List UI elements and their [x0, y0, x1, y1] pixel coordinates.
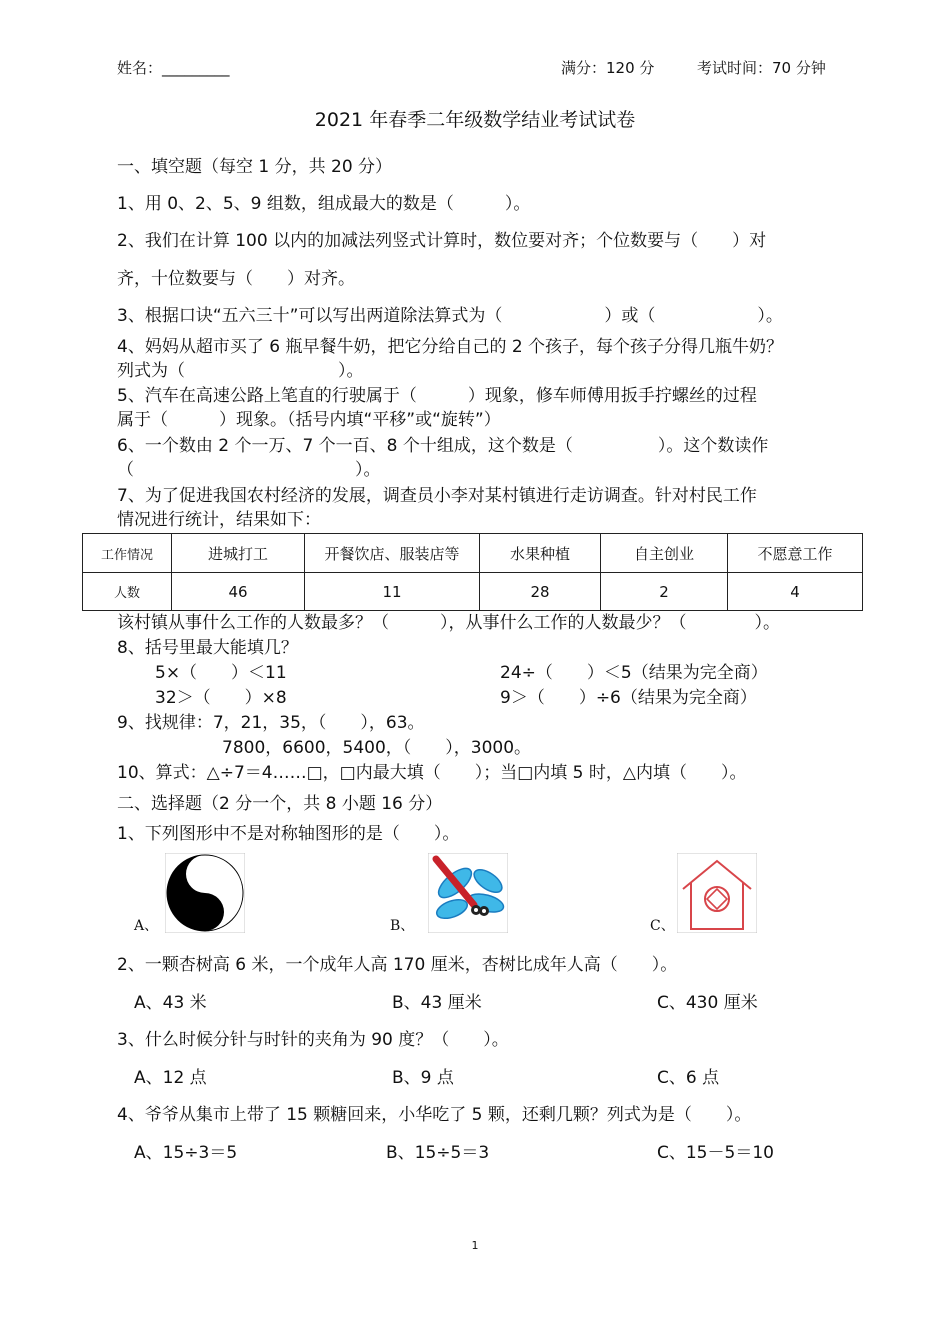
house-icon — [677, 853, 757, 933]
question-1-2-line2: 齐，十位数要与（ ）对齐。 — [117, 269, 355, 289]
question-2-3-option-c: C、6 点 — [657, 1068, 720, 1088]
question-2-4-option-c: C、15－5＝10 — [657, 1143, 774, 1163]
table-header-cell: 水果种植 — [480, 534, 601, 573]
survey-table — [82, 533, 863, 611]
question-1-4-line1: 4、妈妈从超市买了 6 瓶早餐牛奶，把它分给自己的 2 个孩子，每个孩子分得几瓶牛奶？ — [117, 337, 784, 357]
table-header-cell: 开餐饮店、服装店等 — [305, 534, 480, 573]
question-1-9-line2: 7800，6600，5400，（ ），3000。 — [222, 738, 532, 758]
table-cell: 28 — [480, 573, 601, 611]
question-1-8-item1: 5×（ ）＜11 — [155, 663, 287, 683]
question-2-4-option-b: B、15÷5＝3 — [386, 1143, 490, 1163]
table-cell: 人数 — [83, 573, 172, 611]
question-1-2-line1: 2、我们在计算 100 以内的加减法列竖式计算时，数位要对齐；个位数要与（ ）对 — [117, 231, 767, 251]
option-a-label: A、 — [134, 918, 159, 934]
option-b-label: B、 — [390, 918, 415, 934]
question-1-10: 10、算式：△÷7＝4……□，□内最大填（ ）；当□内填 5 时，△内填（ ）。 — [117, 763, 747, 783]
table-header-cell: 进城打工 — [172, 534, 305, 573]
question-1-4-line2: 列式为（ ）。 — [117, 361, 364, 381]
full-score: 满分：120 分 — [561, 59, 655, 77]
question-2-2: 2、一颗杏树高 6 米，一个成年人高 170 厘米，杏树比成年人高（ ）。 — [117, 955, 678, 975]
question-2-4: 4、爷爷从集市上带了 15 颗糖回来，小华吃了 5 颗，还剩几颗？列式为是（ ）。 — [117, 1105, 752, 1125]
option-c-label: C、 — [650, 918, 675, 934]
question-2-2-option-b: B、43 厘米 — [392, 993, 482, 1013]
question-1-6-line1: 6、一个数由 2 个一万、7 个一百、8 个十组成，这个数是（ ）。这个数读作 — [117, 436, 769, 456]
question-1-5-line2: 属于（ ）现象。（括号内填“平移”或“旋转”） — [117, 410, 501, 430]
name-field: 姓名：_________ — [117, 59, 230, 77]
question-1-8-item2: 24÷（ ）＜5（结果为完全商） — [500, 663, 768, 683]
table-cell: 11 — [305, 573, 480, 611]
question-1-7-line3: 该村镇从事什么工作的人数最多？（ ），从事什么工作的人数最少？（ ）。 — [117, 613, 780, 633]
table-header-cell: 自主创业 — [601, 534, 728, 573]
question-2-4-option-a: A、15÷3＝5 — [134, 1143, 238, 1163]
exam-time: 考试时间：70 分钟 — [697, 59, 826, 77]
question-2-2-option-a: A、43 米 — [134, 993, 207, 1013]
question-1-3: 3、根据口诀“五六三十”可以写出两道除法算式为（ ）或（ ）。 — [117, 306, 783, 326]
question-1-8-item3: 32＞（ ）×8 — [155, 688, 287, 708]
question-1-9-line1: 9、找规律：7，21，35，（ ），63。 — [117, 713, 425, 733]
question-2-3-option-a: A、12 点 — [134, 1068, 207, 1088]
table-cell: 4 — [728, 573, 863, 611]
question-2-3-option-b: B、9 点 — [392, 1068, 454, 1088]
question-2-1: 1、下列图形中不是对称轴图形的是（ ）。 — [117, 824, 460, 844]
section1-heading: 一、填空题（每空 1 分，共 20 分） — [117, 157, 393, 177]
page-number: 1 — [471, 1239, 479, 1252]
table-header-cell: 工作情况 — [83, 534, 172, 573]
section2-heading: 二、选择题（2 分一个，共 8 小题 16 分） — [117, 794, 443, 814]
dragonfly-icon — [428, 853, 508, 933]
table-header-row — [83, 534, 863, 573]
question-1-8: 8、括号里最大能填几？ — [117, 638, 298, 658]
page-title: 2021 年春季二年级数学结业考试试卷 — [314, 109, 636, 131]
table-header-cell: 不愿意工作 — [728, 534, 863, 573]
yin-yang-icon — [165, 853, 245, 933]
table-cell: 46 — [172, 573, 305, 611]
question-1-1: 1、用 0、2、5、9 组数，组成最大的数是（ ）。 — [117, 194, 531, 214]
question-1-5-line1: 5、汽车在高速公路上笔直的行驶属于（ ）现象，修车师傅用扳手拧螺丝的过程 — [117, 386, 757, 406]
question-1-7-line2: 情况进行统计，结果如下： — [117, 510, 321, 530]
table-cell: 2 — [601, 573, 728, 611]
question-1-6-line2: （ ）。 — [117, 460, 381, 480]
question-1-7-line1: 7、为了促进我国农村经济的发展，调查员小李对某村镇进行走访调查。针对村民工作 — [117, 486, 757, 506]
question-2-2-option-c: C、430 厘米 — [657, 993, 758, 1013]
question-1-8-item4: 9＞（ ）÷6（结果为完全商） — [500, 688, 757, 708]
table-row — [83, 573, 863, 611]
question-2-3: 3、什么时候分针与时针的夹角为 90 度？（ ）。 — [117, 1030, 509, 1050]
